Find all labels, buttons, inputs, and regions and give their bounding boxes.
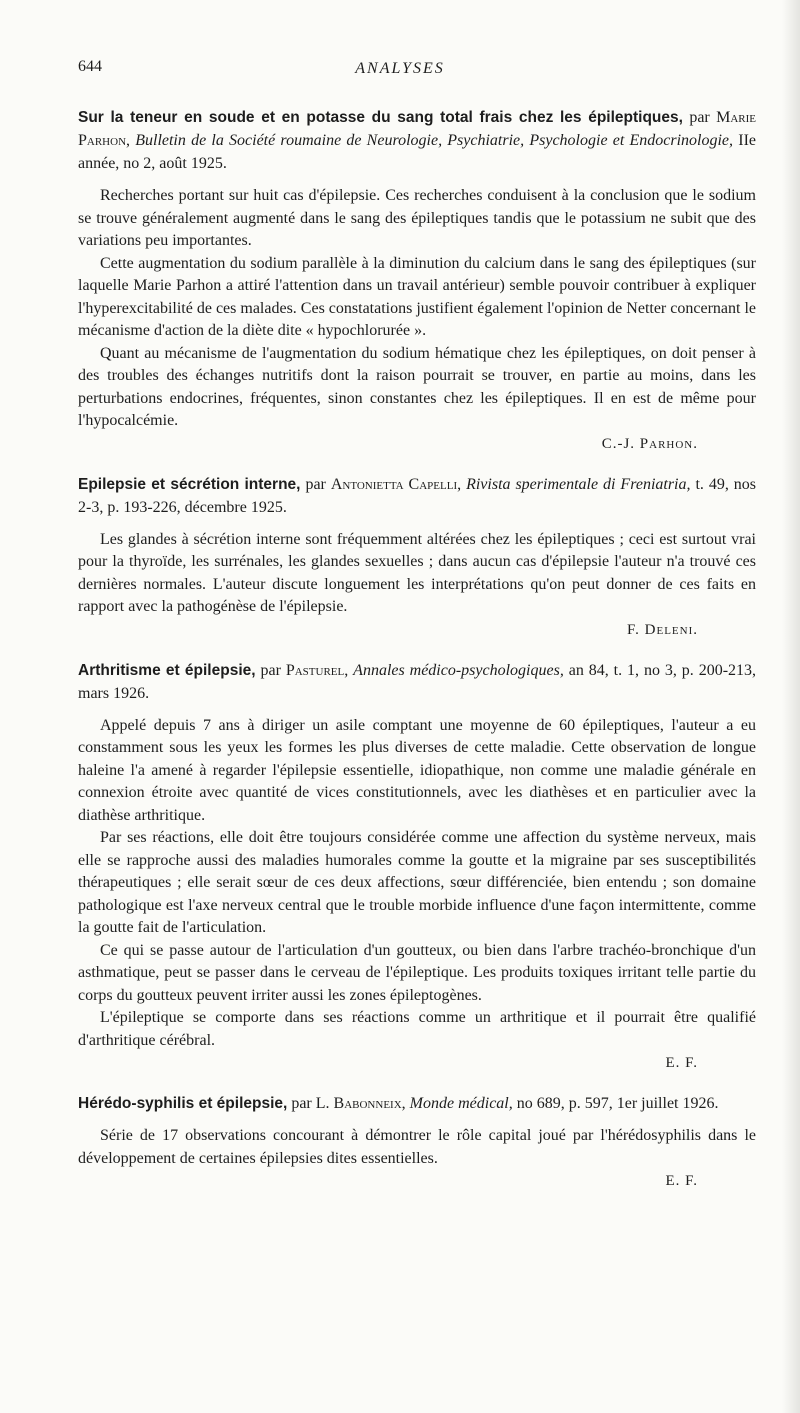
entry-author: Pasturel,: [285, 661, 349, 679]
entry-signature: E. F.: [665, 1173, 698, 1189]
entry-paragraph: Quant au mécanisme de l'augmentation du sodium hématique chez les épileptiques, on doit penser à des troubles des échanges nutritifs dont la raison pourrait se trouver, en partie au moins, dans les perturbations endocrines, fréquentes, sinon constantes chez les épileptiques. Il en est de même pour l'hypocalcémie.: [78, 344, 756, 429]
entry-title: Arthritisme et épilepsie,: [78, 661, 256, 679]
entry-paragraph: L'épileptique se comporte dans ses réactions comme un arthritique et il pourrait être qualifié d'arthritique cérébral.: [78, 1009, 756, 1049]
entry-source: Rivista sperimentale di Freniatria,: [466, 475, 691, 493]
entry-source: Bulletin de la Société roumaine de Neurologie, Psychiatrie, Psychologie et Endocrinologie,: [135, 132, 734, 149]
entry-paragraph: Appelé depuis 7 ans à diriger un asile comptant une moyenne de 60 épileptiques, l'auteur a eu constamment sous les yeux les formes les plus diverses de cette maladie. Cette observation de longue haleine l'a amené à regarder l'épilepsie essentielle, idiopathique, non comme une maladie générale en connexion étroite avec quantité de vices constitutionnels, avec les diathèses et en particulier avec la diathèse arthritique.: [78, 716, 756, 824]
running-title: ANALYSES: [355, 60, 445, 77]
entry-by: par: [291, 1095, 312, 1112]
entry-paragraph: Recherches portant sur huit cas d'épilepsie. Ces recherches conduisent à la conclusion que le sodium se trouve généralement augmenté dans le sang des épileptiques tandis que le potassium ne subit que des variations peu importantes.: [78, 187, 756, 249]
entry-paragraph: Cette augmentation du sodium parallèle à la diminution du calcium dans le sang des épileptiques (sur laquelle Marie Parhon a attiré l'attention dans un travail antérieur) semble pouvoir contribuer à expliquer l'hyperexcitabilité de ces malades. Ces constatations justifient également l'opinion de Netter concernant le mécanisme d'action de la diète dite « hypochlorurée ».: [78, 254, 756, 339]
entry-paragraph: Par ses réactions, elle doit être toujours considérée comme une affection du système nerveux, mais elle se rapproche aussi des maladies humorales comme la goutte et la migraine par ses susceptibilités thérapeutiques ; elle serait sœur de ces deux affections, sœur différenciée, bien entendu ; son domaine pathologique est l'axe nerveux central que le trouble morbide influence d'une façon intermittente, comme la goutte fait de l'articulation.: [78, 829, 756, 936]
entry-details: no 689, p. 597, 1er juillet 1926.: [516, 1095, 719, 1112]
entry-title: Epilepsie et sécrétion interne,: [78, 475, 301, 493]
entry-details: IIe année, no 2, août 1925.: [78, 132, 756, 172]
entry-author: Marie Parhon,: [78, 109, 756, 149]
entry-by: par: [305, 475, 326, 493]
entry-signature: C.-J. Parhon.: [601, 435, 698, 452]
review-entry: [78, 1092, 756, 1192]
entry-paragraph: Les glandes à sécrétion interne sont fréquemment altérées chez les épileptiques ; ceci est surtout vrai pour la thyroïde, les surrénales, les glandes sexuelles ; dans aucun cas d'épilepsie l'auteur n'a trouvé ces dernières normales. L'auteur discute longuement les interprétations qu'on peut donner de ces faits en rapport avec la pathogénèse de l'épilepsie.: [78, 530, 756, 615]
review-entry: [78, 106, 756, 455]
review-entry: [78, 473, 756, 641]
entry-paragraph: Ce qui se passe autour de l'articulation d'un goutteux, ou bien dans l'arbre trachéo-bronchique d'un asthmatique, peut se passer dans le cerveau de l'épileptique. Les produits toxiques irritant telle partie du corps du goutteux peuvent irriter aussi les zones épileptogènes.: [78, 941, 756, 1004]
entry-paragraph: Série de 17 observations concourant à démontrer le rôle capital joué par l'hérédosyphilis dans le développement de certaines épilepsies dites essentielles.: [78, 1127, 756, 1167]
page-number: 644: [78, 58, 102, 75]
entry-heading: [78, 659, 756, 705]
page-edge-shadow: [782, 0, 800, 1413]
entry-title: Sur la teneur en soude et en potasse du sang total frais chez les épileptiques,: [78, 109, 683, 126]
review-entry: [78, 659, 756, 1075]
entry-source: Monde médical,: [409, 1095, 513, 1112]
entry-heading: [78, 106, 756, 175]
entry-heading: [78, 473, 756, 519]
entry-author: Antonietta Capelli,: [330, 475, 462, 493]
entry-signature: E. F.: [665, 1055, 698, 1071]
entry-author: L. Babonneix,: [315, 1095, 406, 1112]
entry-by: par: [260, 661, 281, 679]
entry-details: an 84, t. 1, no 3, p. 200-213, mars 1926.: [78, 661, 757, 702]
entry-signature: F. Deleni.: [627, 621, 698, 638]
entry-details: t. 49, nos 2-3, p. 193-226, décembre 1925.: [78, 475, 757, 516]
entry-title: Hérédo-syphilis et épilepsie,: [78, 1095, 288, 1112]
entry-heading: [78, 1092, 756, 1115]
entry-by: par: [689, 109, 710, 126]
entry-source: Annales médico-psychologiques,: [353, 661, 564, 679]
